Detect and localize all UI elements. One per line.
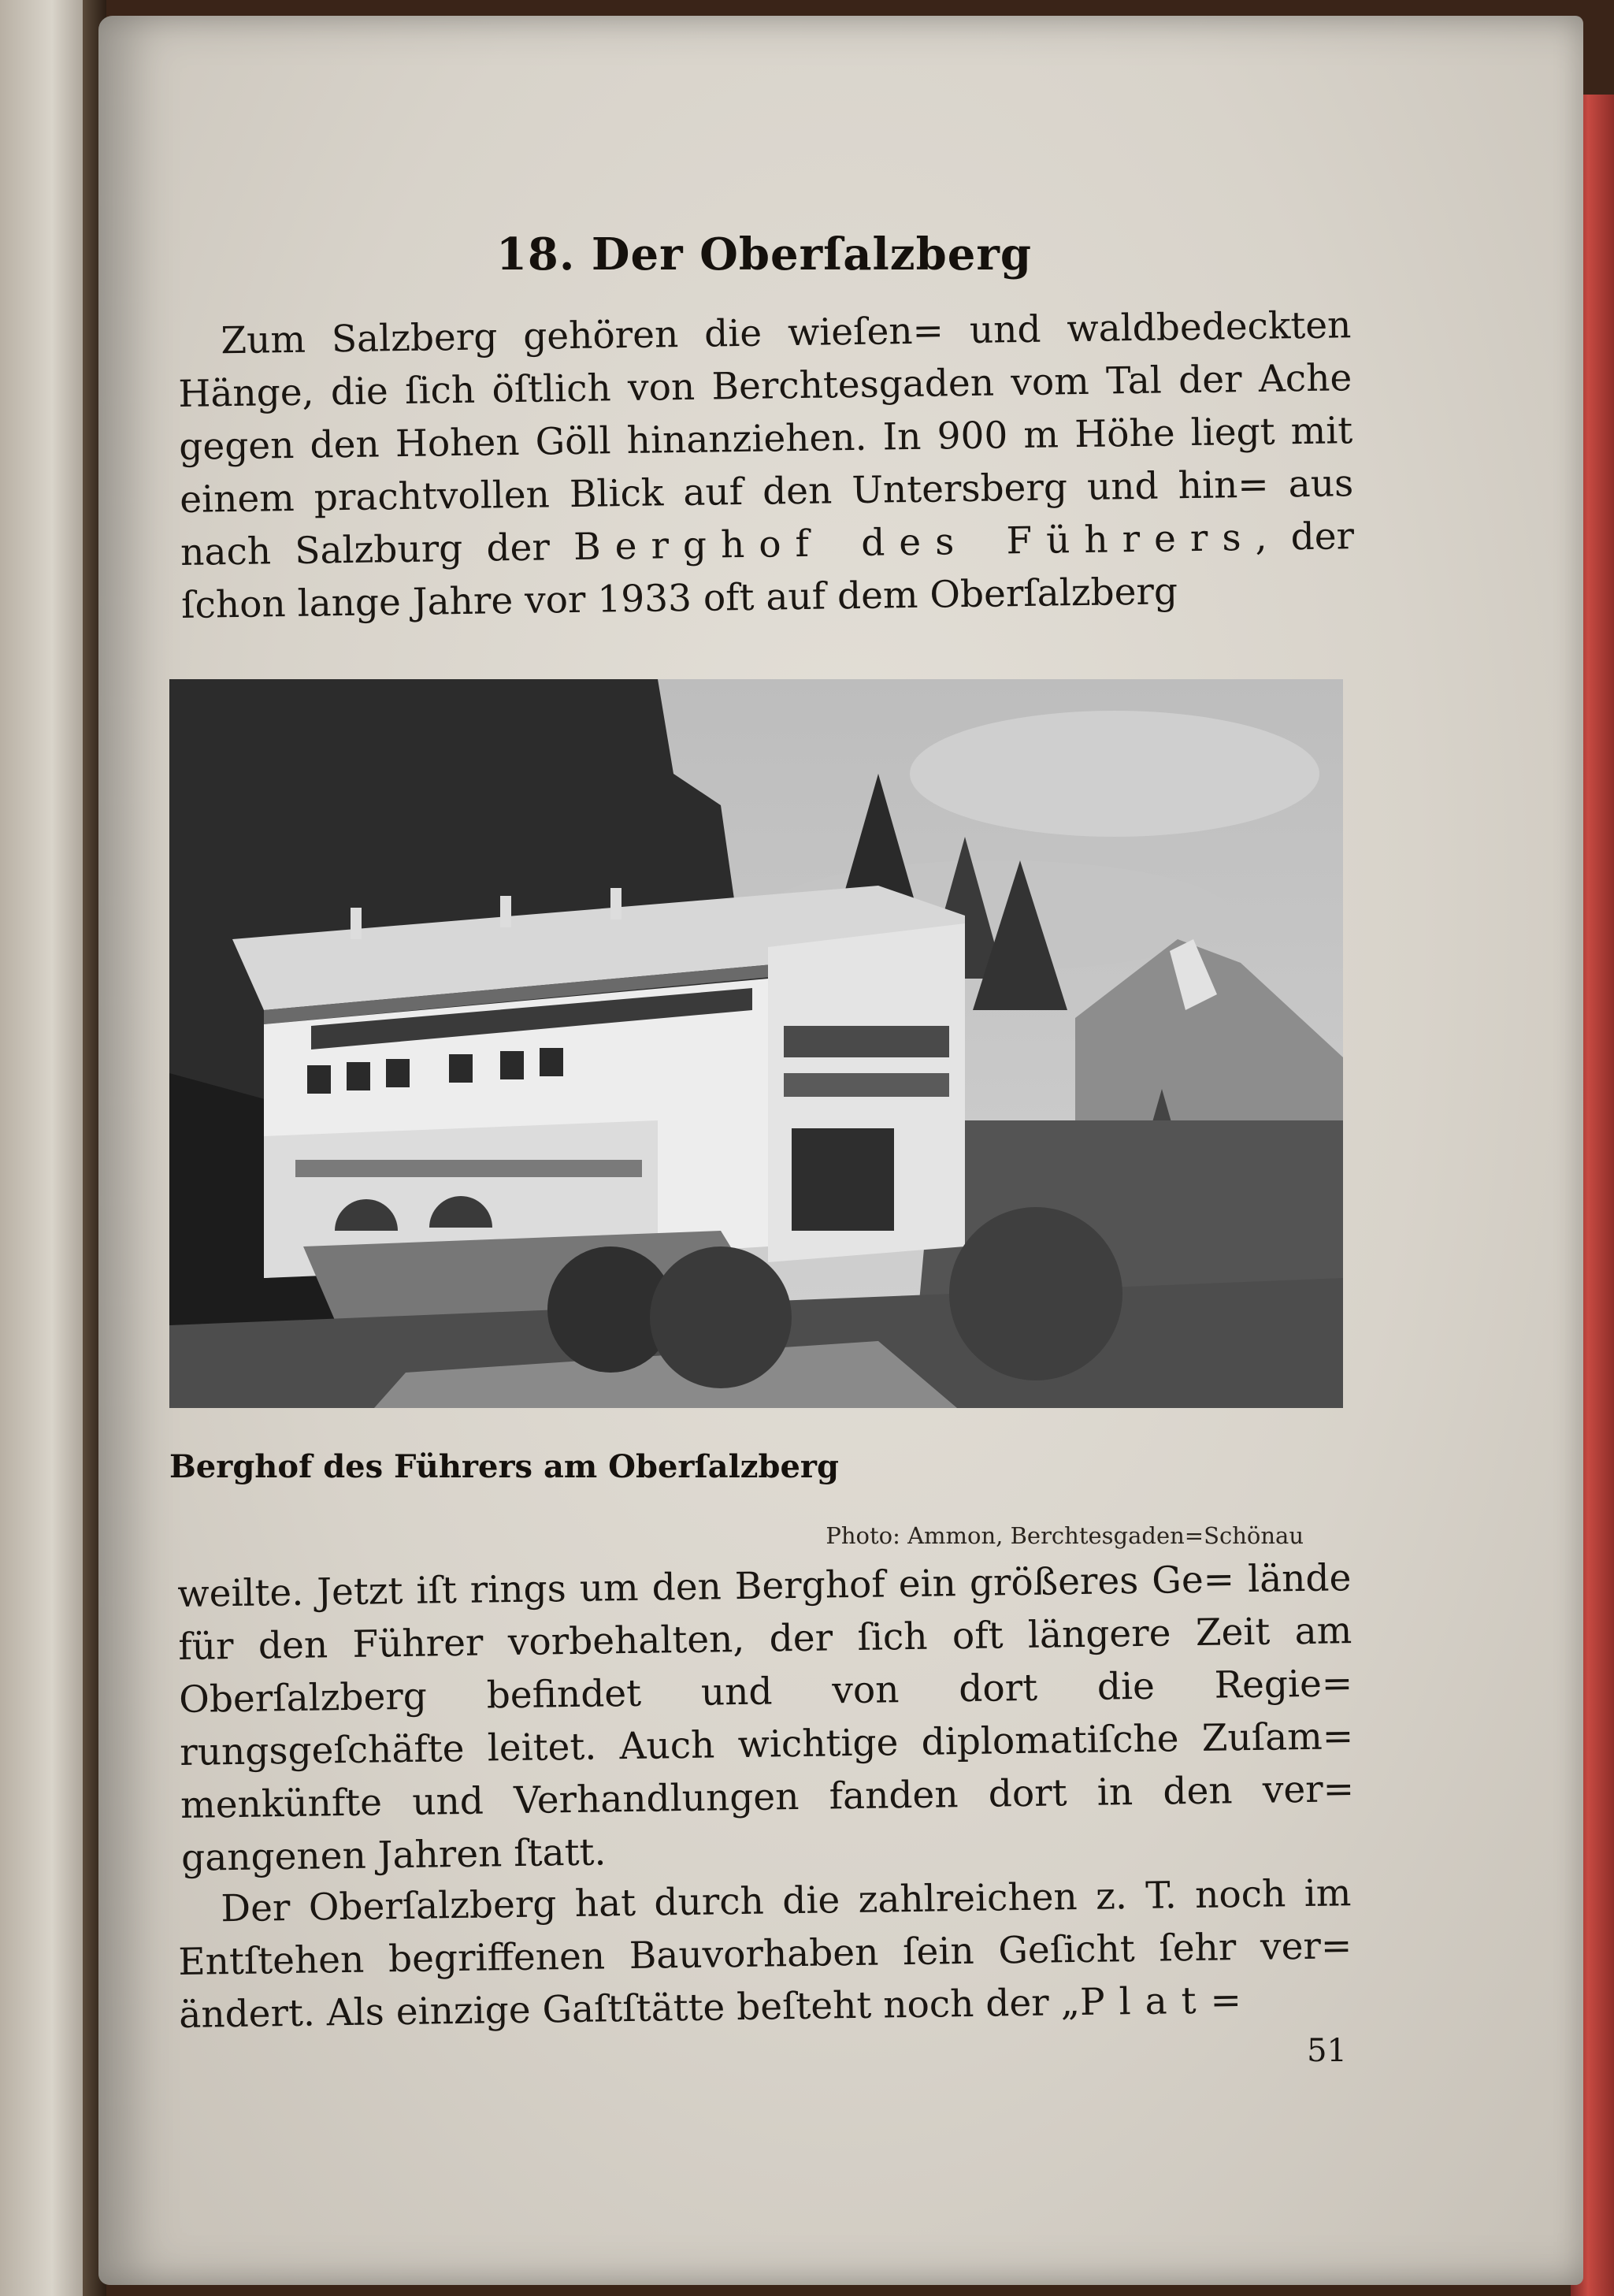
spaced-emphasis: Berghof des Führers — [573, 515, 1256, 570]
spaced-emphasis-platterhof: Plat= — [1079, 1978, 1256, 2025]
left-page-edge — [0, 0, 95, 2296]
photo-credit: Photo: Ammon, Berchtesgaden=Schönau — [826, 1522, 1304, 1549]
berghof-photo — [169, 679, 1343, 1408]
paragraph-1-text-end: , der ſchon lange Jahre vor 1933 oft auf dem Oberſalzberg — [180, 515, 1355, 627]
photo-illustration — [169, 679, 1343, 1408]
photo-caption: Berghof des Führers am Oberſalzberg — [169, 1448, 839, 1485]
paragraph-3-text: Der Oberſalzberg hat durch die zahlreichen z. T. noch im Entſtehen begriffenen Bauvorhaben ſein Geſicht ſehr ver= ändert. Als einzige Gaſtſtätte beſteht noch der „ — [178, 1871, 1352, 2037]
paragraph-1 — [177, 299, 1355, 632]
paragraph-3 — [177, 1867, 1353, 2042]
paragraph-2: weilte. Jetzt iſt rings um den Berghof ein größeres Ge= lände für den Führer vorbehalten, der ſich oft längere Zeit am Oberſalzberg befindet und von dort die Regie= rungsgeſchäfte leitet. Auch wichtige diplomatiſche Zuſam= menkünfte und Verhandlungen fanden dort in den ver= gangenen Jahren ſtatt. — [177, 1556, 1355, 1880]
chapter-title: 18. Der Oberſalzberg — [495, 228, 1033, 280]
page-number: 51 — [1307, 2033, 1347, 2069]
paragraph-1-text: Zum Salzberg gehören die wieſen= und waldbedeckten Hänge, die ſich öſtlich von Berchtesgaden vom Tal der Ache gegen den Hohen Göll hinanziehen. In 900 m Höhe liegt mit einem prachtvollen Blick auf den Untersberg und hin= aus nach Salzburg der — [178, 303, 1354, 574]
